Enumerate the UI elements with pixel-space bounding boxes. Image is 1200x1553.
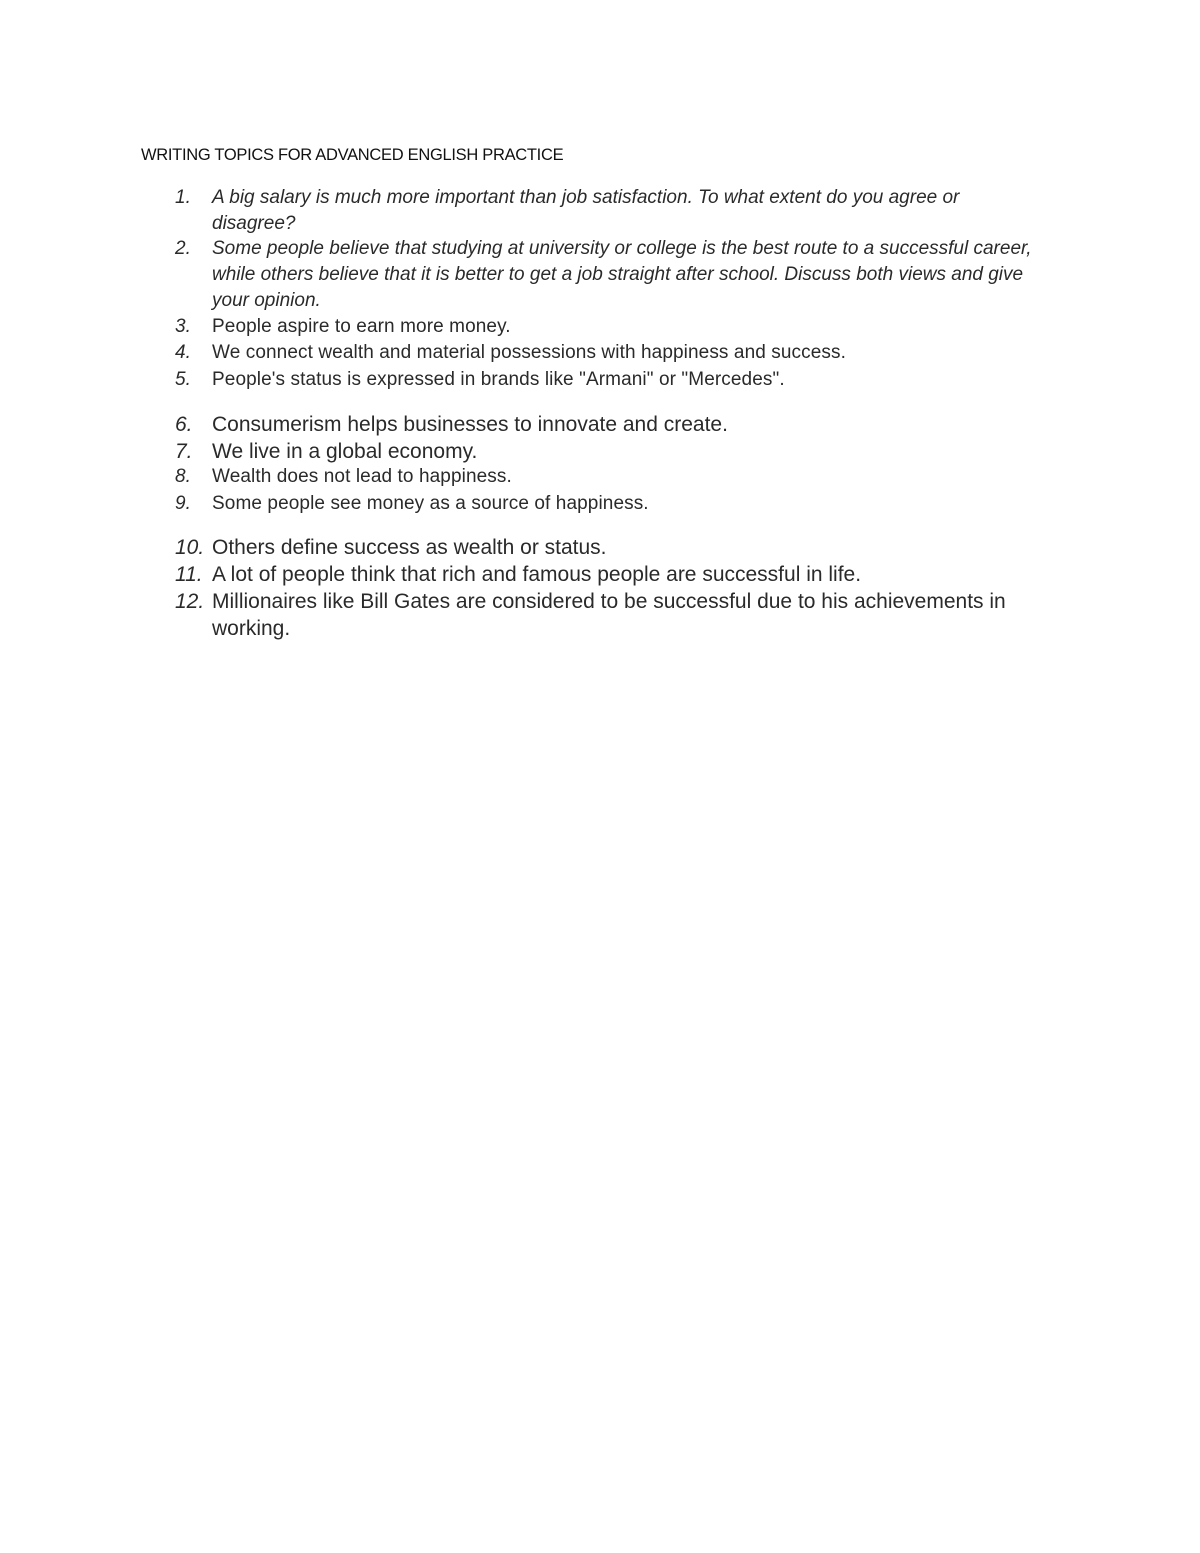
item-number: 1. [175,187,191,208]
item-text: People aspire to earn more money. [212,316,511,337]
item-number: 9. [175,493,192,514]
document-title: WRITING TOPICS FOR ADVANCED ENGLISH PRACTICE [141,146,564,164]
item-number: 3. [175,316,192,337]
item-text: Wealth does not lead to happiness. [212,466,512,487]
item-text: People's status is expressed in brands like "Armani" or "Mercedes". [212,369,785,390]
item-number: 2. [175,238,191,259]
item-number: 4. [175,342,192,363]
item-text: A big salary is much more important than job satisfaction. To what extent do you agree or disagree? [212,187,960,234]
item-text: Consumerism helps businesses to innovate and create. [212,413,728,436]
item-text: A lot of people think that rich and famous people are successful in life. [212,563,862,586]
item-text: We connect wealth and material possessions with happiness and success. [212,342,846,363]
item-text: Others define success as wealth or status. [212,536,607,559]
item-text: Some people believe that studying at university or college is the best route to a successful career, while others believe that it is better to get a job straight after school. Discuss both views and give your opinion. [212,238,1032,311]
item-number: 5. [175,369,192,390]
item-number: 7. [175,440,193,463]
item-text: We live in a global economy. [212,440,478,463]
item-text: Millionaires like Bill Gates are considered to be successful due to his achievements in working. [212,590,1006,640]
item-number: 11. [175,563,203,586]
item-number: 8. [175,466,192,487]
item-number: 6. [175,413,193,436]
item-number: 10. [175,536,205,559]
item-number: 12. [175,590,205,613]
item-text: Some people see money as a source of happiness. [212,493,649,514]
